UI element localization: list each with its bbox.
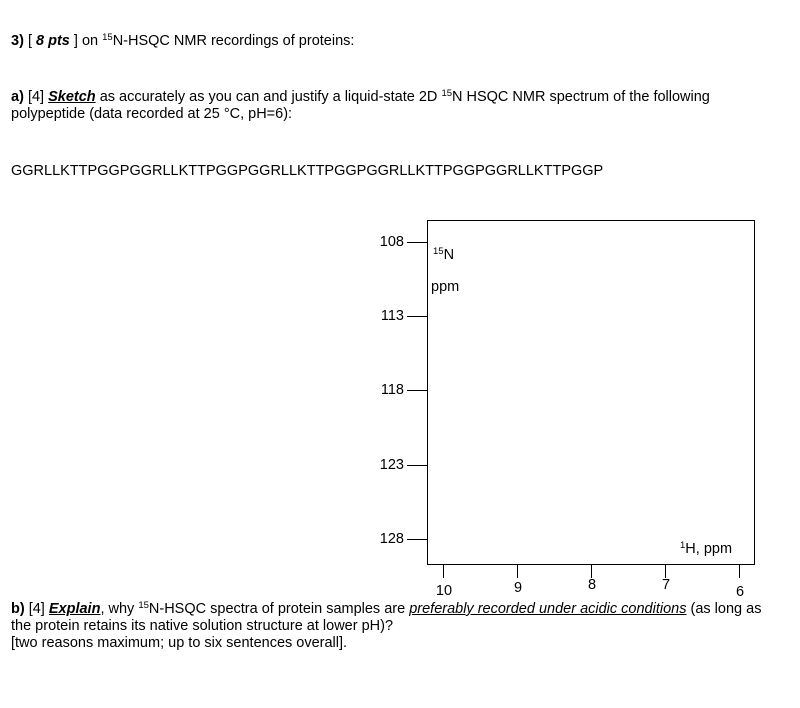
y-tick-label: 118 [380, 382, 404, 398]
y-tick-mark [407, 242, 427, 243]
question-number: 3) [11, 33, 24, 49]
part-b-line-1: b) [4] Explain, why $^{15}$N-HSQC spectra of protein samples are preferably recorded under acidic conditions (as long as [11, 600, 762, 617]
y-tick-label: 113 [380, 308, 404, 324]
part-a-line-1: a) [4] Sketch as accurately as you can and justify a liquid-state 2D $^{15}$N HSQC NMR spectrum of the following [11, 88, 710, 105]
peptide-sequence: GGRLLKTTPGGPGGRLLKTTPGGPGGRLLKTTPGGPGGRLLKTTPGGPGGRLLKTTPGGP [11, 163, 604, 179]
y-tick-label: 123 [379, 457, 404, 473]
part-a-label: a) [11, 89, 24, 105]
x-tick-label: 9 [513, 580, 523, 596]
question-header: 3) [ 8 pts ] on $^{15}$N-HSQC NMR recordings of proteins: [11, 32, 355, 49]
part-a-keyword: Sketch [48, 89, 96, 105]
x-tick-mark [739, 565, 740, 578]
part-b-line-3: [two reasons maximum; up to six sentences overall]. [11, 635, 348, 651]
y-tick-mark [407, 465, 427, 466]
y-tick-label: 108 [379, 234, 404, 250]
y-tick-mark [407, 316, 427, 317]
x-axis-label: $^1$H, ppm [680, 540, 733, 557]
part-b-label: b) [11, 601, 25, 617]
part-a-points: [4] [27, 89, 45, 105]
y-tick-label: 128 [379, 531, 404, 547]
y-axis-unit-label: ppm [431, 279, 460, 295]
part-a-line-2: polypeptide (data recorded at 25 °C, pH=6): [11, 106, 293, 122]
x-tick-label: 10 [435, 583, 453, 599]
y-tick-mark [407, 390, 427, 391]
part-b-emphasis: preferably recorded under acidic conditions [409, 601, 687, 617]
part-b-points: [4] [28, 601, 45, 617]
part-b-keyword: Explain [48, 601, 101, 617]
x-tick-label: 6 [735, 584, 745, 600]
spectrum-plot-box [427, 220, 755, 565]
y-axis-nucleus-label: $^{15}$N [433, 246, 455, 263]
x-tick-label: 8 [587, 577, 597, 593]
part-b-line-2: the protein retains its native solution structure at lower pH)? [11, 618, 394, 634]
y-tick-mark [407, 539, 427, 540]
question-title: N-HSQC NMR recordings of proteins: [112, 33, 355, 49]
question-points: 8 pts [36, 33, 70, 49]
x-tick-mark [443, 565, 444, 578]
x-tick-label: 7 [661, 577, 671, 593]
x-tick-mark [517, 565, 518, 578]
